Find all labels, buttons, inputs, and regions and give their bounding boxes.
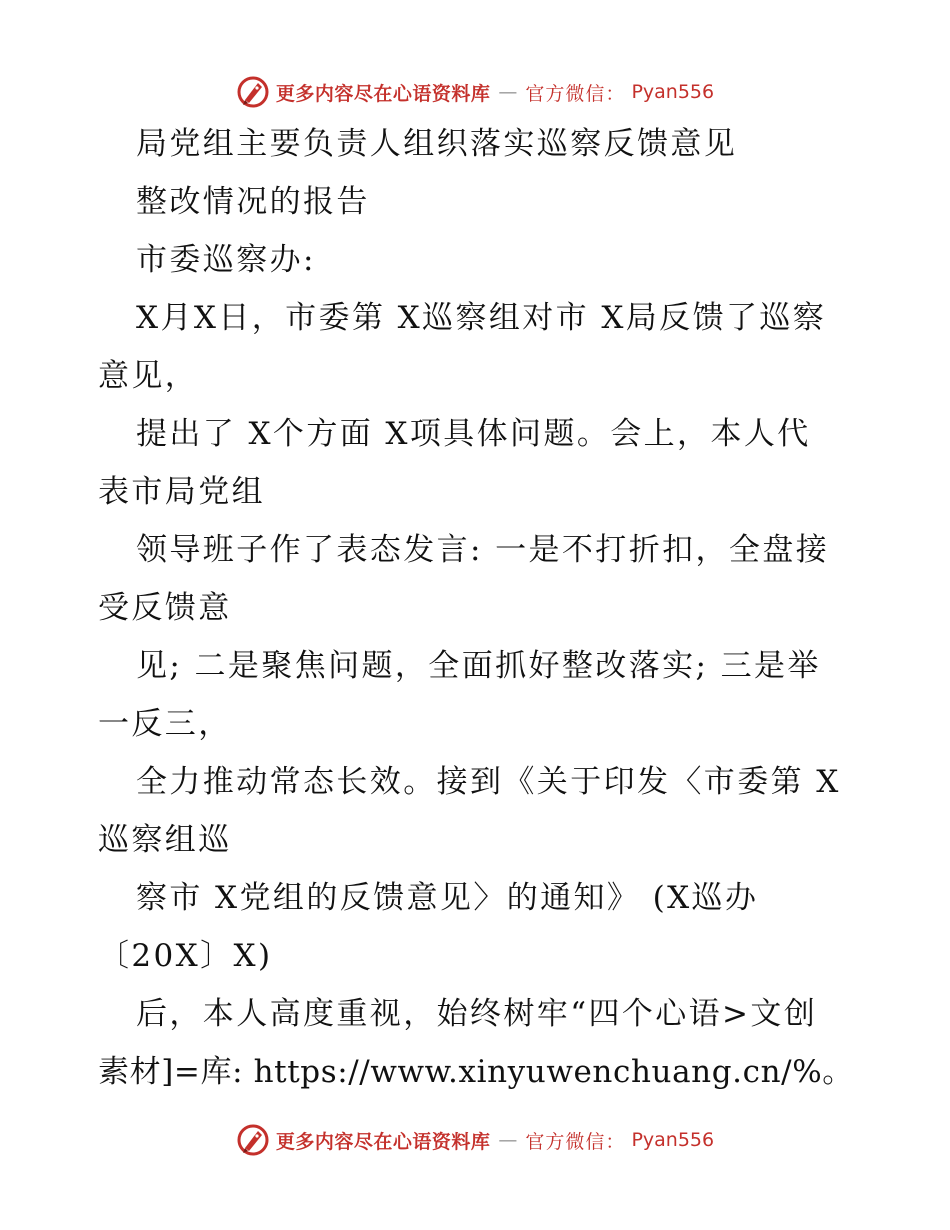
banner-separator: — — [498, 81, 518, 103]
document-line: 素材]=库: https://www.xinyuwenchuang.cn/%。 — [98, 1054, 854, 1090]
document-line: 意见， — [98, 358, 199, 394]
banner-contact-label: 官方微信： — [525, 82, 626, 105]
document-body — [98, 115, 858, 1101]
document-line: 整改情况的报告 — [136, 184, 370, 220]
document-line: 后，本人高度重视，始终树牢“四个心语>文创 — [136, 996, 818, 1032]
document-line: 受反馈意 — [98, 590, 232, 626]
banner-contact-handle: Pyan556 — [631, 1129, 715, 1151]
document-line: 局党组主要负责人组织落实巡察反馈意见 — [136, 126, 738, 162]
header-banner — [0, 72, 950, 112]
document-line: 一反三， — [98, 706, 232, 742]
footer-banner — [0, 1120, 950, 1160]
document-line: 市委巡察办: — [136, 242, 316, 278]
document-line: 全力推动常态长效。接到《关于印发〈市委第 X — [136, 764, 841, 800]
banner-promo-text: 更多内容尽在心语资料库 — [275, 1130, 491, 1153]
document-line: 察市 X党组的反馈意见〉的通知》 (X巡办 — [136, 880, 759, 916]
document-line: 〔20X〕X) — [98, 938, 273, 974]
quill-pen-logo-icon — [236, 1123, 270, 1157]
document-line: 领导班子作了表态发言: 一是不打折扣，全盘接 — [136, 532, 830, 568]
quill-pen-logo-icon — [236, 75, 270, 109]
document-line: 见; 二是聚焦问题，全面抓好整改落实; 三是举 — [136, 648, 821, 684]
document-line: X月X日，市委第 X巡察组对市 X局反馈了巡察 — [136, 300, 827, 336]
banner-promo-text: 更多内容尽在心语资料库 — [275, 82, 491, 105]
banner-contact-label: 官方微信： — [525, 1130, 626, 1153]
banner-contact-handle: Pyan556 — [631, 81, 715, 103]
document-line: 提出了 X个方面 X项具体问题。会上，本人代 — [136, 416, 811, 452]
document-line: 表市局党组 — [98, 474, 265, 510]
banner-separator: — — [498, 1129, 518, 1151]
document-line: 巡察组巡 — [98, 822, 232, 858]
